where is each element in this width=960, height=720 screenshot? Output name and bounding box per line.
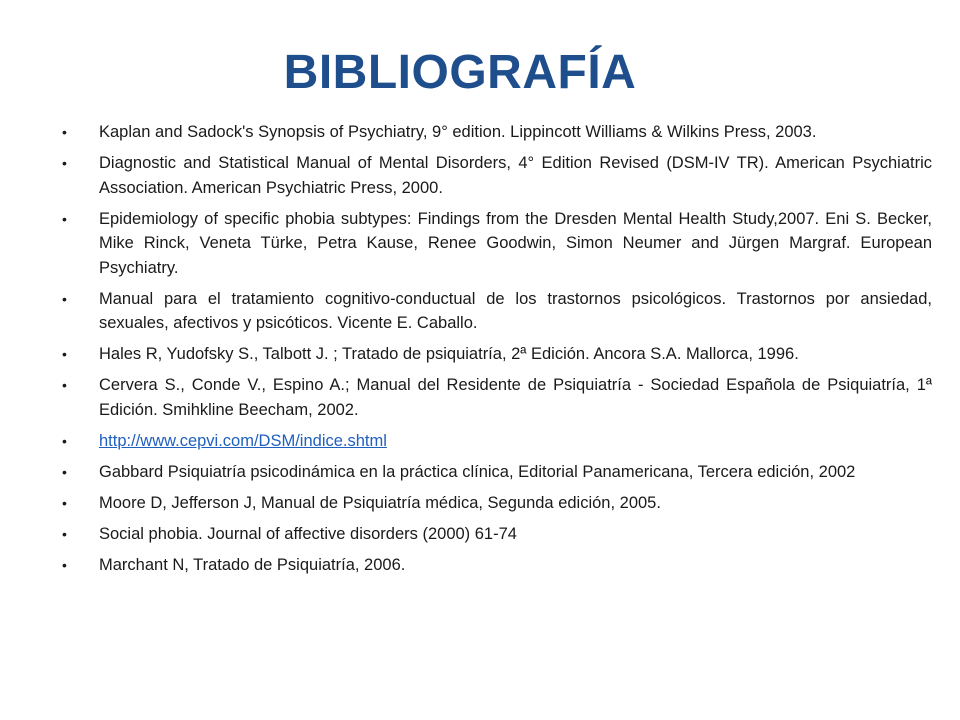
bullet-icon: • [62, 556, 67, 573]
reference-text: Diagnostic and Statistical Manual of Mental Disorders, 4° Edition Revised (DSM-IV TR). American Psychiatric Association. American Psychiatric Press, 2000. [99, 154, 932, 197]
bullet-icon: • [62, 210, 67, 227]
bullet-icon: • [62, 377, 67, 393]
reference-item [62, 553, 932, 578]
reference-item [62, 342, 932, 367]
reference-item [62, 491, 932, 516]
slide-title: BIBLIOGRAFÍA [283, 46, 637, 99]
reference-text: Manual para el tratamiento cognitivo-conductual de los trastornos psicológicos. Trastornos por ansiedad, sexuales, afectivos y psicóticos. Vicente E. Caballo. [99, 289, 932, 332]
bullet-icon: • [62, 463, 67, 480]
bullet-icon: • [62, 525, 67, 542]
bullet-icon: • [62, 124, 67, 140]
reference-text: Cervera S., Conde V., Espino A.; Manual del Residente de Psiquiatría - Sociedad Española de Psiquiatría, 1ª Edición. Smihkline Beecham, 2002. [99, 376, 932, 419]
bullet-icon: • [62, 290, 67, 307]
bibliography-list [62, 120, 932, 584]
reference-item [62, 522, 932, 547]
reference-text: Moore D, Jefferson J, Manual de Psiquiatría médica, Segunda edición, 2005. [99, 493, 661, 512]
reference-item [62, 460, 932, 485]
reference-text: Hales R, Yudofsky S., Talbott J. ; Tratado de psiquiatría, 2ª Edición. Ancora S.A. Mallorca, 1996. [99, 345, 799, 363]
reference-item [62, 151, 932, 200]
reference-text: Kaplan and Sadock's Synopsis of Psychiatry, 9° edition. Lippincott Williams & Wilkins Press, 2003. [99, 123, 817, 141]
reference-item [62, 373, 932, 422]
reference-text: Marchant N, Tratado de Psiquiatría, 2006. [99, 555, 406, 574]
reference-item [62, 287, 932, 336]
reference-item [62, 429, 932, 454]
reference-text: Social phobia. Journal of affective disorders (2000) 61-74 [99, 524, 517, 543]
reference-text: Gabbard Psiquiatría psicodinámica en la práctica clínica, Editorial Panamericana, Tercera edición, 2002 [99, 462, 856, 481]
bullet-icon: • [62, 155, 67, 171]
reference-item [62, 120, 932, 145]
reference-text: Epidemiology of specific phobia subtypes: Findings from the Dresden Mental Health Study,2007. Eni S. Becker, Mike Rinck, Veneta Türke, Petra Kause, Renee Goodwin, Simon Neumer and Jürgen Margraf. European Psychiatry. [99, 209, 932, 277]
reference-link[interactable]: http://www.cepvi.com/DSM/indice.shtml [99, 431, 387, 450]
bullet-icon: • [62, 432, 67, 449]
bullet-icon: • [62, 346, 67, 362]
bullet-icon: • [62, 494, 67, 511]
reference-item [62, 207, 932, 281]
